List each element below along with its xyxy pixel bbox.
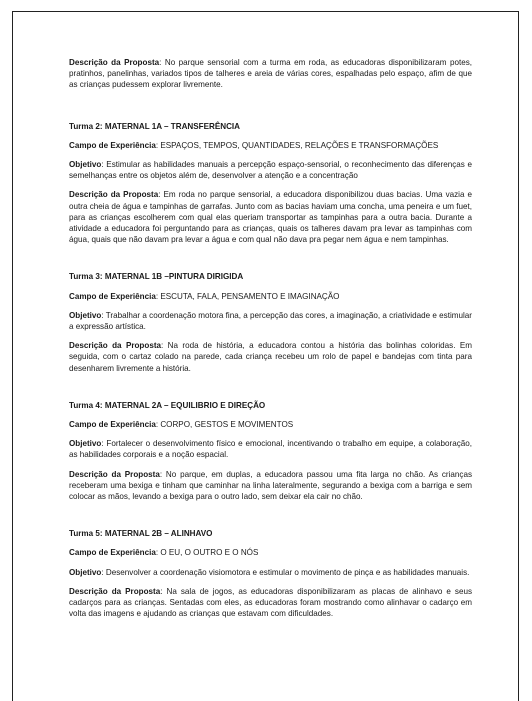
turma-2-section xyxy=(69,121,472,246)
turma-2-title: Turma 2: MATERNAL 1A – TRANSFERÊNCIA xyxy=(69,121,241,131)
turma-5-campo xyxy=(69,547,472,558)
turma-3-section xyxy=(69,271,472,373)
turma-4-descricao-label: Descrição da Proposta xyxy=(69,469,160,479)
turma-4-objetivo-text: : Fortalecer o desenvolvimento físico e emocional, incentivando o trabalho em equipe, a colaboração, as habilidades corporais e a noção espacial. xyxy=(69,439,472,460)
turma-3-descricao xyxy=(69,340,472,374)
intro-descricao-paragraph xyxy=(69,57,472,91)
section-spacer xyxy=(69,99,472,121)
turma-3-descricao-label: Descrição da Proposta xyxy=(69,341,162,351)
turma-4-objetivo xyxy=(69,438,472,460)
turma-2-campo xyxy=(69,140,472,151)
turma-4-title: Turma 4: MATERNAL 2A – EQUILIBRIO E DIREÇÃO xyxy=(69,400,266,410)
turma-3-campo-label: Campo de Experiência xyxy=(69,291,156,301)
turma-4-campo-text: : CORPO, GESTOS E MOVIMENTOS xyxy=(155,420,294,430)
turma-5-descricao xyxy=(69,586,472,620)
section-spacer xyxy=(69,382,472,400)
turma-5-descricao-label: Descrição da Proposta xyxy=(69,586,161,596)
turma-5-campo-text: : O EU, O OUTRO E O NÓS xyxy=(155,548,259,558)
turma-3-objetivo xyxy=(69,310,472,332)
turma-2-objetivo-label: Objetivo xyxy=(69,160,102,170)
turma-2-objetivo xyxy=(69,159,472,181)
section-spacer xyxy=(69,253,472,271)
turma-3-title: Turma 3: MATERNAL 1B –PINTURA DIRIGIDA xyxy=(69,272,244,282)
turma-2-descricao-text: : Em roda no parque sensorial, a educadora disponibilizou duas bacias. Uma vazia e outra cheia de água e tampinhas de garrafas. Junto com as bacias haviam uma concha, uma peneira e um fuet, para as crianças escolherem com qual elas queriam transportar as tampinhas para a outra bacia. Durante a atividade a educadora foi perguntando para as crianças, quais os talheres davam pra levar as tampinhas com água, quais que não davam pra levar a água e com qual não dava pra pegar nem água e nem tampinhas. xyxy=(69,190,472,245)
intro-descricao-label: Descrição da Proposta xyxy=(69,58,160,67)
turma-5-campo-label: Campo de Experiência xyxy=(69,548,156,558)
document-page xyxy=(12,11,519,701)
turma-5-descricao-text: : Na sala de jogos, as educadoras disponibilizaram as placas de alinhavo e seus cadarços para as crianças. Sentadas com eles, as educadoras foram mostrando como alinhavar o cadarço em volta das imagens e ajudando as crianças que estavam com dificuldades. xyxy=(69,586,472,619)
turma-5-title: Turma 5: MATERNAL 2B – ALINHAVO xyxy=(69,529,213,539)
intro-descricao-text: : No parque sensorial com a turma em roda, as educadoras disponibilizaram potes, pratinhos, panelinhas, variados tipos de talheres e areia de várias cores, espalhadas pelo espaço, afim de que as crianças pudessem explorar livremente. xyxy=(69,58,472,90)
page-content xyxy=(69,57,472,628)
turma-5-objetivo xyxy=(69,567,472,578)
turma-5-objetivo-text: : Desenvolver a coordenação visiomotora e estimular o movimento de pinça e as habilidades manuais. xyxy=(101,567,470,577)
turma-4-campo-label: Campo de Experiência xyxy=(69,420,156,430)
turma-2-descricao-label: Descrição da Proposta xyxy=(69,190,159,200)
turma-3-objetivo-text: : Trabalhar a coordenação motora fina, a percepção das cores, a imaginação, a criatividade e estimular a expressão artística. xyxy=(69,310,472,332)
turma-2-campo-text: : ESPAÇOS, TEMPOS, QUANTIDADES, RELAÇÕES E TRANSFORMAÇÕES xyxy=(155,140,439,150)
turma-3-campo xyxy=(69,291,472,302)
turma-4-descricao xyxy=(69,469,472,503)
turma-5-section xyxy=(69,528,472,619)
turma-4-section xyxy=(69,400,472,502)
turma-2-descricao xyxy=(69,189,472,245)
turma-2-objetivo-text: : Estimular as habilidades manuais a percepção espaço-sensorial, o reconhecimento das diferenças e semelhanças entre os objetos além de, desenvolver a atenção e a concentração xyxy=(69,160,472,181)
section-spacer xyxy=(69,510,472,528)
turma-5-objetivo-label: Objetivo xyxy=(69,567,102,577)
turma-3-objetivo-label: Objetivo xyxy=(69,310,102,320)
turma-2-campo-label: Campo de Experiência xyxy=(69,140,156,150)
turma-4-campo xyxy=(69,419,472,430)
turma-3-campo-text: : ESCUTA, FALA, PENSAMENTO E IMAGINAÇÃO xyxy=(155,291,340,301)
turma-4-objetivo-label: Objetivo xyxy=(69,439,102,449)
turma-3-descricao-text: : Na roda de história, a educadora contou a história das bolinhas coloridas. Em seguida, com o cartaz colado na parede, cada criança recebeu um rolo de papel e bandejas com tinta para desenharem livremente a história. xyxy=(69,341,473,373)
turma-4-descricao-text: : No parque, em duplas, a educadora passou uma fita larga no chão. As crianças receberam uma bexiga e tinham que caminhar na linha lateralmente, segurando a bexiga com a barriga e sem colocar as mãos, levando a bexiga para o outro lado, sem deixar ela cair no chão. xyxy=(69,469,473,502)
